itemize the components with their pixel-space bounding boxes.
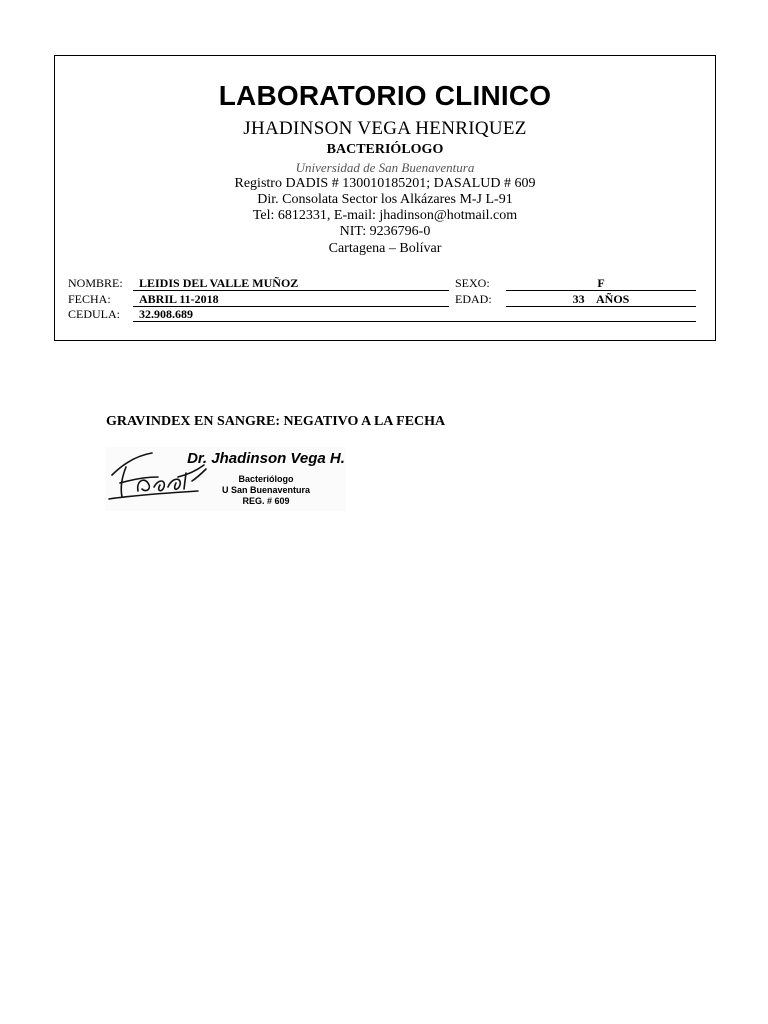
- university: Universidad de San Buenaventura: [295, 160, 475, 175]
- fecha-label: FECHA:: [68, 292, 111, 306]
- sexo-underline: [506, 290, 696, 291]
- profession: BACTERIÓLOGO: [326, 142, 444, 157]
- sexo-label: SEXO:: [455, 276, 490, 290]
- stamp-registry: REG. # 609: [242, 496, 290, 506]
- lab-header-box: [54, 55, 716, 341]
- nombre-underline: [133, 290, 449, 291]
- cedula-label: CEDULA:: [68, 307, 120, 321]
- stamp-university: U San Buenaventura: [221, 485, 311, 495]
- lab-title: LABORATORIO CLINICO: [218, 80, 552, 111]
- stamp-title: Bacteriólogo: [238, 474, 294, 484]
- edad-label: EDAD:: [455, 292, 492, 306]
- edad-underline: [506, 306, 696, 307]
- nombre-value: LEIDIS DEL VALLE MUÑOZ: [139, 276, 299, 290]
- address-line: Dir. Consolata Sector los Alkázares M-J L-91: [257, 192, 513, 207]
- nombre-label: NOMBRE:: [68, 276, 123, 290]
- sexo-value: F: [597, 276, 605, 290]
- edad-value: 33 AÑOS: [572, 292, 630, 306]
- nit-line: NIT: 9236796-0: [339, 224, 431, 239]
- stamp-name: Dr. Jhadinson Vega H.: [187, 450, 345, 467]
- doctor-name: JHADINSON VEGA HENRIQUEZ: [243, 118, 527, 139]
- cedula-underline: [133, 321, 696, 322]
- signature-stamp: [106, 447, 346, 511]
- registry-line: Registro DADIS # 130010185201; DASALUD # 609: [234, 176, 536, 191]
- cedula-value: 32.908.689: [139, 307, 193, 321]
- fecha-value: ABRIL 11-2018: [139, 292, 219, 306]
- contact-line: Tel: 6812331, E-mail: jhadinson@hotmail.com: [252, 208, 518, 223]
- city-line: Cartagena – Bolívar: [328, 241, 442, 256]
- test-result: GRAVINDEX EN SANGRE: NEGATIVO A LA FECHA: [106, 414, 446, 429]
